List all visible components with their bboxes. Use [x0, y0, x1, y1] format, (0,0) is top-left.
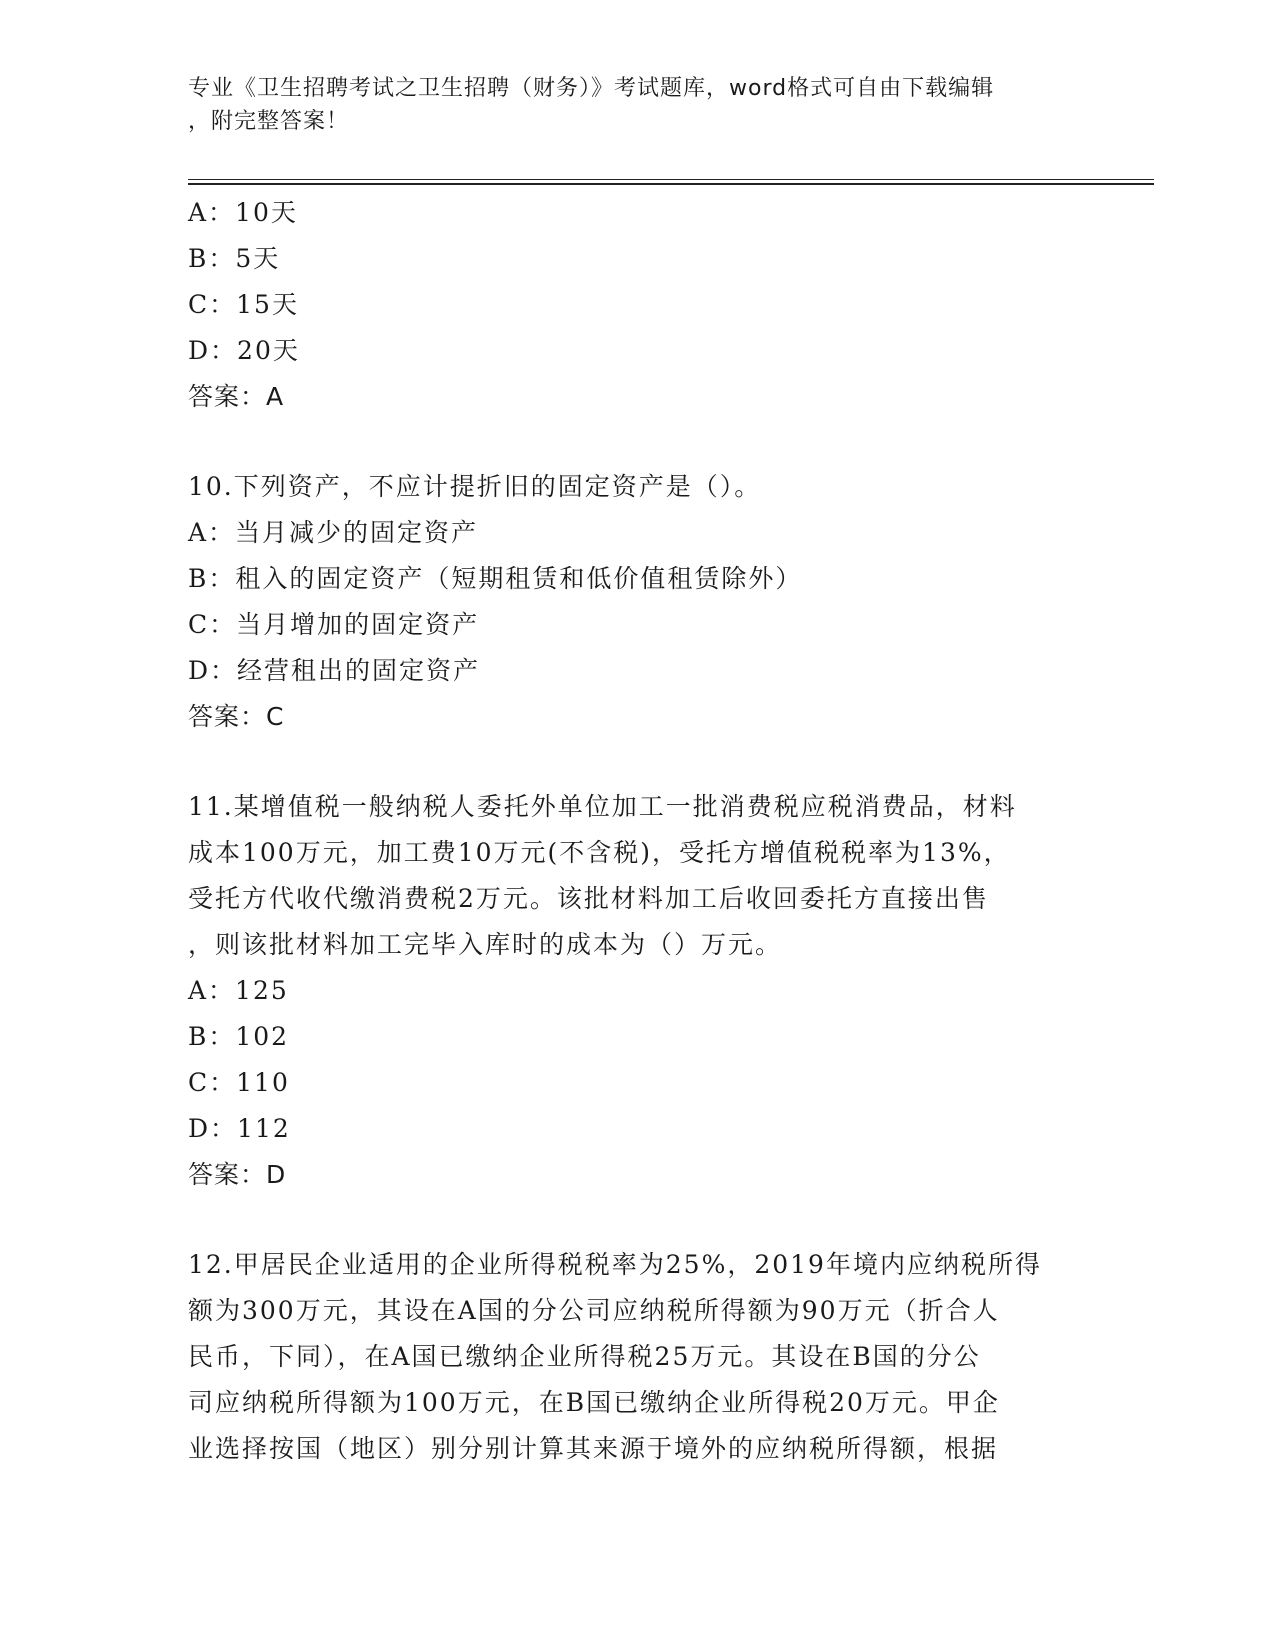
question-stem-line: ，则该批材料加工完毕入库时的成本为（）万元。: [188, 930, 783, 959]
option-a: A：125: [188, 976, 289, 1005]
question-stem: 10.下列资产，不应计提折旧的固定资产是（）。: [188, 472, 762, 501]
question-stem-line: 司应纳税所得额为100万元，在B国已缴纳企业所得税20万元。甲企: [188, 1388, 1000, 1417]
answer: 答案：C: [188, 702, 285, 731]
question-stem-line: 民币，下同），在A国已缴纳企业所得税25万元。其设在B国的分公: [188, 1342, 981, 1371]
option-d: D：112: [188, 1114, 291, 1143]
question-12: [188, 1242, 1088, 1472]
header-line-2: ，附完整答案！: [188, 109, 350, 134]
option-c: C：15天: [188, 290, 299, 319]
document-header: [188, 72, 1068, 138]
question-stem-line: 受托方代收代缴消费税2万元。该批材料加工后收回委托方直接出售: [188, 884, 989, 913]
question-stem-line: 成本100万元，加工费10万元(不含税)，受托方增值税税率为13%，: [188, 838, 1011, 867]
question-11: [188, 784, 1088, 1198]
question-stem-line: 12.甲居民企业适用的企业所得税税率为25%，2019年境内应纳税所得: [188, 1250, 1042, 1279]
option-b: B：102: [188, 1022, 290, 1051]
header-divider-thin: [188, 179, 1154, 180]
question-9: [188, 190, 1088, 420]
option-c: C：当月增加的固定资产: [188, 610, 480, 639]
option-a: A：10天: [188, 198, 298, 227]
header-divider-thick: [188, 183, 1154, 185]
option-b: B：租入的固定资产（短期租赁和低价值租赁除外）: [188, 564, 803, 593]
option-c: C：110: [188, 1068, 290, 1097]
option-d: D：经营租出的固定资产: [188, 656, 481, 685]
question-10: [188, 464, 1088, 740]
question-stem-line: 业选择按国（地区）别分别计算其来源于境外的应纳税所得额，根据: [188, 1434, 999, 1463]
question-stem-line: 额为300万元，其设在A国的分公司应纳税所得额为90万元（折合人: [188, 1296, 1000, 1325]
header-line-1: 专业《卫生招聘考试之卫生招聘（财务）》考试题库，word格式可自由下载编辑: [188, 76, 995, 101]
option-b: B：5天: [188, 244, 281, 273]
option-d: D：20天: [188, 336, 300, 365]
option-a: A：当月减少的固定资产: [188, 518, 479, 547]
answer: 答案：D: [188, 1160, 287, 1189]
question-stem-line: 11.某增值税一般纳税人委托外单位加工一批消费税应税消费品，材料: [188, 792, 1017, 821]
answer: 答案：A: [188, 382, 285, 411]
question-list: [188, 190, 1088, 1472]
